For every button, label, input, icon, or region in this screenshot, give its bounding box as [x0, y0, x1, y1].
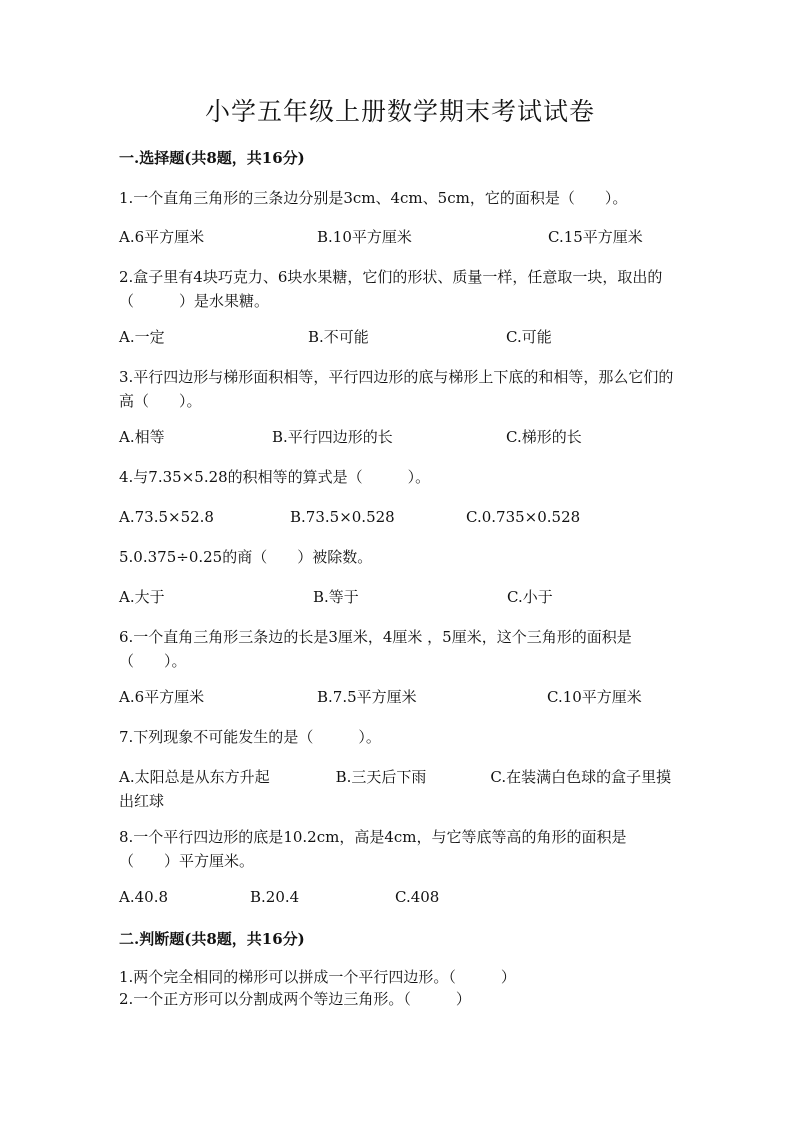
question-text: 6.一个直角三角形三条边的长是3厘米，4厘米 ，5厘米，这个三角形的面积是（ ）。: [119, 628, 632, 670]
option-b: B.等于: [313, 588, 359, 606]
question-text: 8.一个平行四边形的底是10.2cm，高是4cm，与它等底等高的角形的面积是（ ）平方厘米。: [119, 828, 627, 870]
option-b: B.20.4: [250, 888, 300, 906]
question-text: 4.与7.35×5.28的积相等的算式是（ ）。: [119, 468, 431, 486]
option-c: C.可能: [506, 328, 552, 346]
options-row: [119, 325, 679, 349]
options-row: [119, 585, 679, 609]
option-c: C.梯形的长: [506, 428, 582, 446]
options-row: [119, 225, 679, 249]
question-text: 1.一个直角三角形的三条边分别是3cm、4cm、5cm，它的面积是（ ）。: [119, 189, 628, 207]
options-row: [119, 685, 679, 709]
option-c: C.15平方厘米: [548, 228, 643, 246]
option-a: A.6平方厘米: [119, 688, 205, 706]
option-c: C.小于: [507, 588, 553, 606]
option-b: B.10平方厘米: [317, 228, 412, 246]
question-text: 3.平行四边形与梯形面积相等，平行四边形的底与梯形上下底的和相等，那么它们的高（ ）。: [119, 368, 674, 410]
option-a: A.太阳总是从东方升起: [119, 768, 270, 786]
option-c: C.0.735×0.528: [466, 508, 581, 526]
option-b: B.三天后下雨: [335, 768, 427, 786]
section-heading-judgment: 二.判断题(共8题，共16分): [119, 930, 305, 948]
option-a: A.40.8: [119, 888, 168, 906]
option-a: A.6平方厘米: [119, 228, 205, 246]
option-c: C.408: [395, 888, 440, 906]
option-a: A.一定: [119, 328, 165, 346]
section-heading-choice: 一.选择题(共8题，共16分): [119, 149, 305, 167]
page-title: 小学五年级上册数学期末考试试卷: [204, 97, 595, 126]
question-text: 7.下列现象不可能发生的是（ ）。: [119, 728, 381, 746]
question-text: 2.盒子里有4块巧克力、6块水果糖，它们的形状、质量一样，任意取一块，取出的（ ）是水果糖。: [119, 268, 663, 310]
options-row: [119, 885, 679, 909]
options-row: [119, 765, 679, 813]
options-row: [119, 425, 679, 449]
option-b: B.不可能: [308, 328, 369, 346]
judgment-item: 2.一个正方形可以分割成两个等边三角形。（ ）: [119, 990, 471, 1008]
option-a: A.大于: [119, 588, 165, 606]
option-c: C.在装满白色球的盒子里摸出红球: [119, 768, 672, 810]
option-c: C.10平方厘米: [547, 688, 642, 706]
judgment-item: 1.两个完全相同的梯形可以拼成一个平行四边形。（ ）: [119, 968, 516, 986]
question-text: 5.0.375÷0.25的商（ ）被除数。: [119, 548, 373, 566]
option-b: B.7.5平方厘米: [317, 688, 417, 706]
option-a: A.相等: [119, 428, 165, 446]
option-b: B.73.5×0.528: [290, 508, 395, 526]
options-row: [119, 505, 679, 529]
option-a: A.73.5×52.8: [119, 508, 214, 526]
option-b: B.平行四边形的长: [272, 428, 393, 446]
